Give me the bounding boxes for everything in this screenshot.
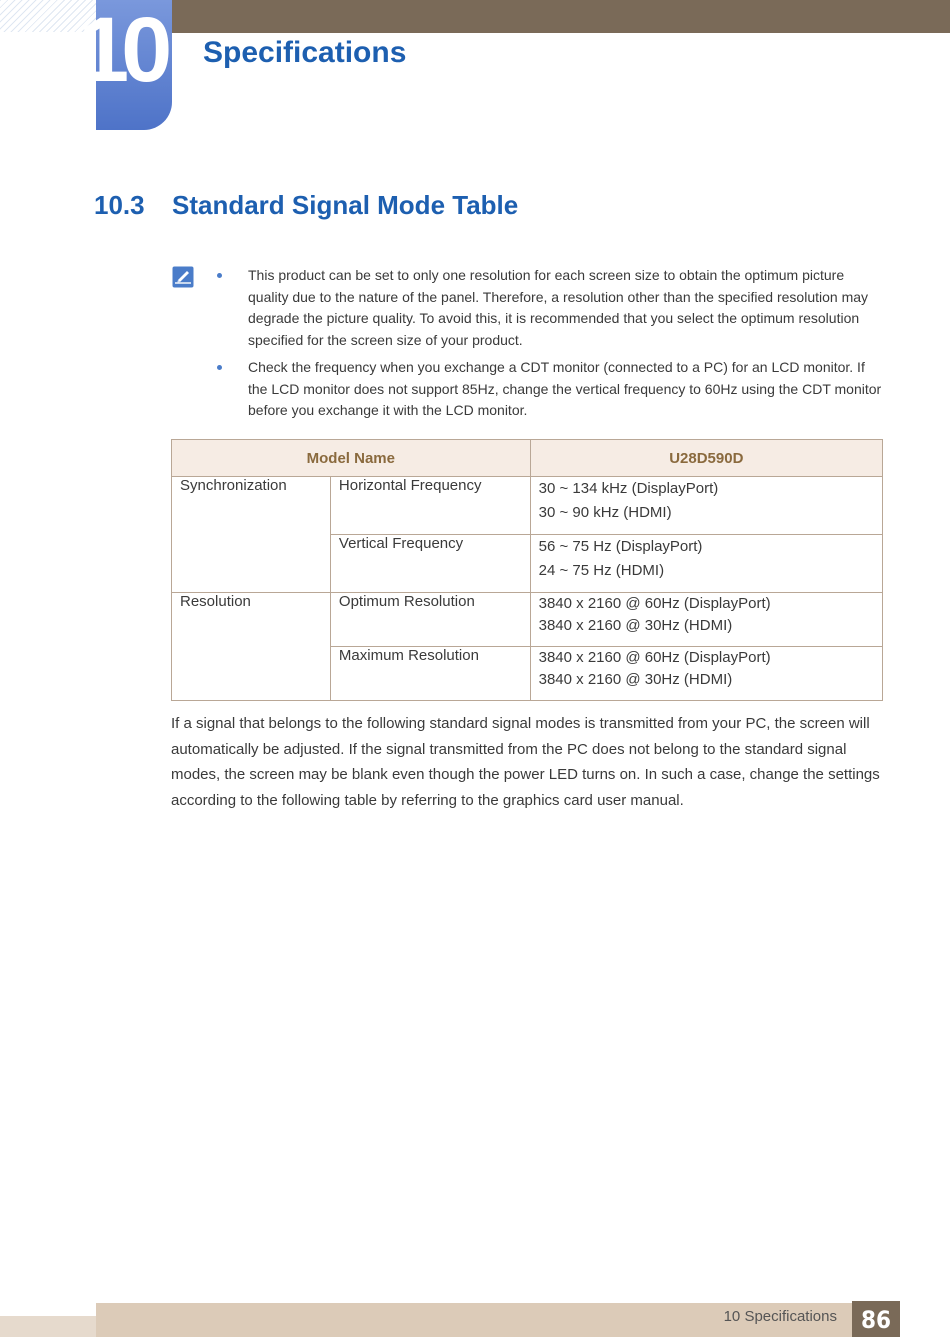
note-item — [212, 357, 884, 422]
table-row — [172, 477, 883, 535]
table-row — [172, 593, 883, 647]
note-text: Check the frequency when you exchange a CDT monitor (connected to a PC) for an LCD monitor. If the LCD monitor does not support 85Hz, change the vertical frequency to 60Hz using the CDT monitor before you exchange it with the LCD monitor. — [248, 359, 882, 418]
page-number: 86 — [852, 1301, 900, 1337]
footer-left-bar — [0, 1316, 96, 1337]
table-header-label: Model Name — [172, 440, 531, 477]
chapter-title: Specifications — [203, 36, 407, 69]
table-value-cell — [530, 477, 882, 535]
table-group-cell: Resolution — [172, 593, 331, 701]
chapter-number-block — [78, 0, 172, 130]
value-line: 56 ~ 75 Hz (DisplayPort) — [538, 538, 703, 555]
table-group-cell: Synchronization — [172, 477, 331, 593]
table-item-cell: Maximum Resolution — [330, 647, 530, 701]
table-header-model: U28D590D — [530, 440, 882, 477]
notes-list — [212, 265, 884, 428]
table-value-cell — [530, 535, 882, 593]
value-line: 24 ~ 75 Hz (HDMI) — [538, 562, 665, 579]
value-line: 30 ~ 134 kHz (DisplayPort) — [538, 480, 719, 497]
table-value-cell — [530, 593, 882, 647]
section-number: 10.3 — [94, 190, 145, 220]
section-heading — [94, 190, 518, 221]
value-line: 3840 x 2160 @ 30Hz (HDMI) — [538, 671, 733, 688]
header-bar — [96, 0, 950, 33]
table-value-cell — [530, 647, 882, 701]
body-paragraph: If a signal that belongs to the following standard signal modes is transmitted from your PC, the screen will automatically be adjusted. If the signal transmitted from the PC does not belong to the standard signal modes, the screen may be blank even though the power LED turns on. In such a case, change the settings according to the following table by referring to the graphics card user manual. — [171, 715, 880, 809]
bullet-icon — [217, 365, 222, 370]
value-line: 3840 x 2160 @ 60Hz (DisplayPort) — [538, 595, 771, 612]
note-pencil-icon — [172, 266, 194, 288]
value-line: 3840 x 2160 @ 30Hz (HDMI) — [538, 617, 733, 634]
table-item-cell: Vertical Frequency — [330, 535, 530, 593]
table-item-cell: Optimum Resolution — [330, 593, 530, 647]
value-line: 30 ~ 90 kHz (HDMI) — [538, 504, 672, 521]
note-item — [212, 265, 884, 351]
footer-label: 10 Specifications — [723, 1308, 837, 1325]
note-text: This product can be set to only one resolution for each screen size to obtain the optimum picture quality due to the nature of the panel. Therefore, a resolution other than the specified resolution may degrade the picture quality. To avoid this, it is recommended that you select the optimum resolution specified for the screen size of your product. — [248, 267, 869, 348]
signal-mode-table — [171, 439, 883, 701]
bullet-icon — [217, 273, 222, 278]
value-line: 3840 x 2160 @ 60Hz (DisplayPort) — [538, 649, 771, 666]
section-title: Standard Signal Mode Table — [172, 190, 519, 220]
table-item-cell: Horizontal Frequency — [330, 477, 530, 535]
chapter-number: 10 — [78, 0, 165, 101]
